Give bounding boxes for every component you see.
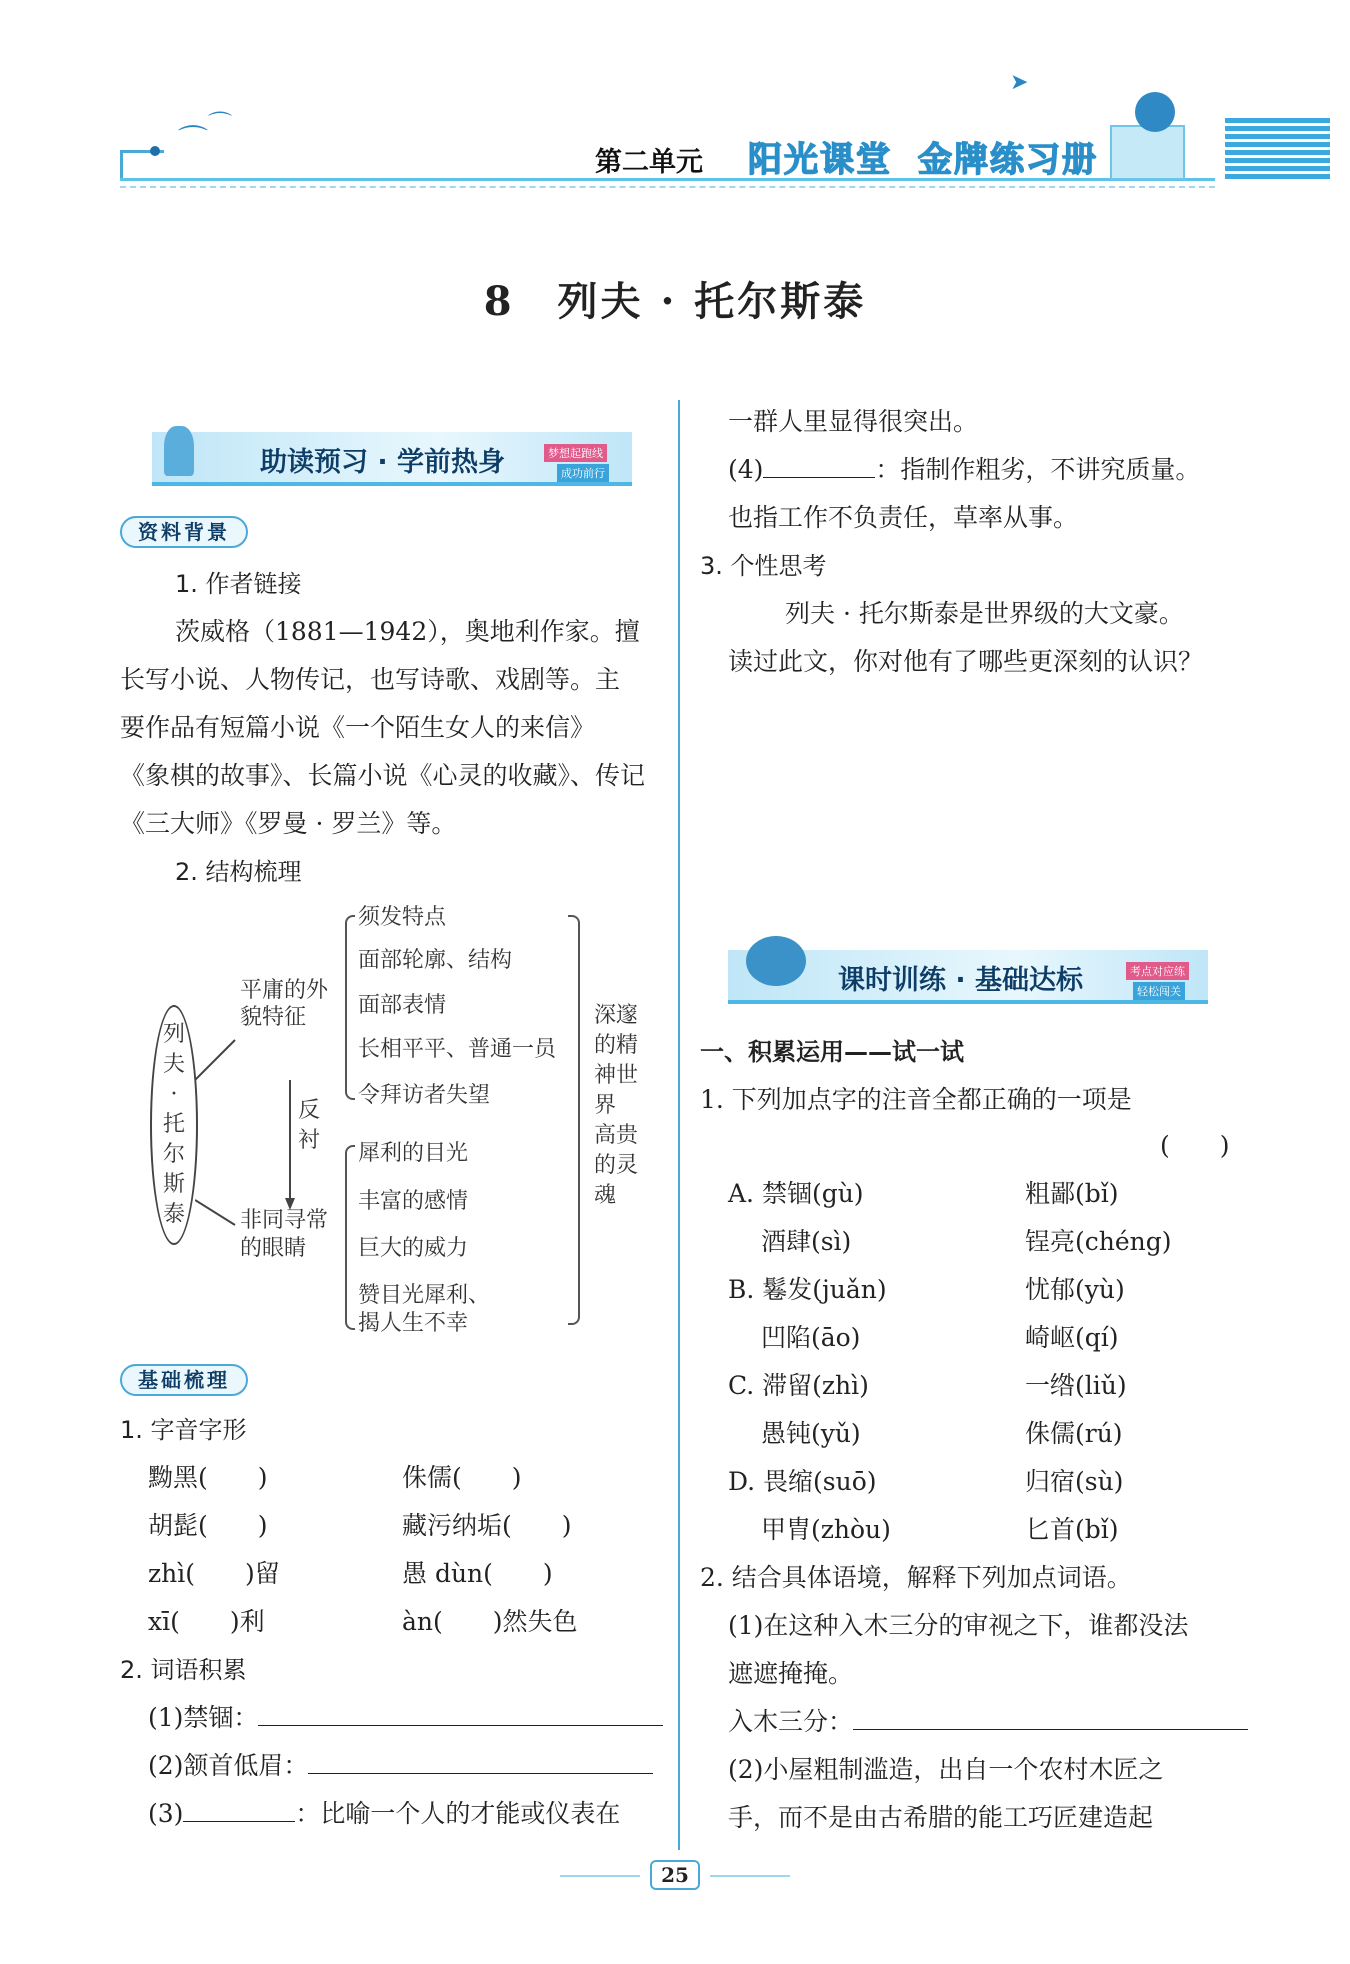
answer-line[interactable]	[853, 1698, 1248, 1730]
author-line: 茨威格（1881—1942），奥地利作家。擅	[175, 617, 640, 646]
q2-item-label: (2)颔首低眉：	[148, 1751, 309, 1780]
q2-heading: 2. 词语积累	[120, 1656, 247, 1684]
diagram-brace-2	[345, 1145, 355, 1330]
diagram-root-char: ·	[170, 1082, 178, 1107]
q1-item: 胡髭( )	[148, 1511, 268, 1540]
diagram-conclusion: 界	[594, 1093, 617, 1118]
diagram-branch-1: 貌特征	[240, 1005, 307, 1030]
column-divider	[678, 400, 680, 1850]
q2-right-label: 入木三分：	[728, 1707, 854, 1736]
mc-option: 粗鄙(bǐ)	[1025, 1179, 1119, 1208]
q2-right-line	[728, 1698, 1248, 1746]
q2-item	[148, 1790, 620, 1838]
diagram-contrast: 衬	[298, 1128, 321, 1153]
banner-training	[728, 950, 1208, 1004]
fountain-icon	[164, 426, 194, 476]
q3-heading: 3. 个性思考	[700, 552, 827, 580]
part1-heading: 一、积累运用——试一试	[700, 1038, 964, 1066]
q2-item	[148, 1742, 653, 1790]
diagram-item: 犀利的目光	[358, 1141, 469, 1166]
header-stripes	[1225, 118, 1330, 182]
structure-heading: 2. 结构梳理	[175, 858, 302, 886]
answer-line[interactable]	[183, 1790, 295, 1822]
diagram-root-char: 斯	[162, 1172, 185, 1197]
header-unit: 第二单元	[595, 147, 703, 178]
q3-line: 读过此文，你对他有了哪些更深刻的认识？	[728, 647, 1204, 676]
bird-icon: ⌒	[208, 110, 232, 138]
q1-item: zhì( )留	[148, 1559, 280, 1588]
header-brand-1: 阳光课堂	[748, 140, 892, 180]
header-dash	[120, 186, 1215, 188]
q3-line: 列夫 · 托尔斯泰是世界级的大文豪。	[785, 599, 1184, 628]
answer-line[interactable]	[763, 446, 875, 478]
tree-icon	[746, 936, 806, 986]
mc-option[interactable]: A. 禁锢(gù)	[728, 1179, 864, 1208]
diagram-root-char: 夫	[162, 1052, 185, 1077]
q1-item: 黝黑( )	[148, 1463, 268, 1492]
diagram-root-char: 泰	[162, 1202, 185, 1227]
author-line: 《象棋的故事》、长篇小说《心灵的收藏》、传记	[120, 761, 646, 790]
diagram-item: 揭人生不幸	[358, 1311, 469, 1336]
answer-line[interactable]	[258, 1694, 663, 1726]
page-line-right	[710, 1875, 790, 1877]
diagram-branch-1: 平庸的外	[240, 978, 329, 1003]
continuation-line	[728, 446, 1200, 494]
diagram-conclusion: 高贵	[594, 1123, 639, 1148]
mc-option: 归宿(sù)	[1025, 1467, 1124, 1496]
mc-option: 一绺(liǔ)	[1025, 1371, 1127, 1400]
q2-right-line: (1)在这种入木三分的审视之下，谁都没法	[728, 1611, 1189, 1640]
banner-preview	[152, 432, 632, 486]
q2-right-heading: 2. 结合具体语境，解释下列加点词语。	[700, 1563, 1132, 1592]
continuation-line: 一群人里显得很突出。	[728, 407, 979, 436]
mc-option: 忧郁(yù)	[1025, 1275, 1125, 1304]
diagram-item: 丰富的感情	[358, 1189, 469, 1214]
q1-item: 藏污纳垢( )	[402, 1511, 572, 1540]
banner-title: 课时训练 · 基础达标	[838, 965, 1084, 996]
q2-item-label: (3)	[148, 1799, 184, 1828]
diagram-conclusion: 魂	[594, 1183, 617, 1208]
q2-item-text: ：比喻一个人的才能或仪表在	[295, 1799, 621, 1828]
mc-option: 凹陷(āo)	[728, 1323, 861, 1352]
diagram-item: 赞目光犀利、	[358, 1283, 491, 1308]
banner-sub-1: 考点对应练	[1126, 962, 1189, 980]
mc-option[interactable]: B. 鬈发(juǎn)	[728, 1275, 887, 1304]
banner-sub-2: 轻松闯关	[1133, 982, 1185, 1000]
page-number: 25	[650, 1860, 700, 1890]
mc-option: 锃亮(chéng)	[1025, 1227, 1172, 1256]
diagram-brace-right	[568, 915, 580, 1325]
paper-plane-icon: ➤	[1010, 70, 1029, 95]
item-label: (4)	[728, 455, 764, 484]
mc-option: 酒肆(sì)	[728, 1227, 852, 1256]
answer-line[interactable]	[308, 1742, 653, 1774]
section-pill-background: 资料背景	[120, 516, 248, 548]
item-text: ：指制作粗劣，不讲究质量。	[875, 455, 1201, 484]
continuation-line: 也指工作不负责任，草率从事。	[728, 503, 1079, 532]
diagram-conclusion: 神世	[594, 1063, 639, 1088]
mc-option[interactable]: C. 滞留(zhì)	[728, 1371, 869, 1400]
diagram-conclusion: 深邃	[594, 1003, 639, 1028]
diagram-branch-2: 非同寻常	[240, 1208, 329, 1233]
answer-paren[interactable]: ( )	[1160, 1131, 1230, 1160]
diagram-item: 须发特点	[358, 905, 447, 930]
diagram-branch-2: 的眼睛	[240, 1236, 307, 1261]
header-brand-2: 金牌练习册	[918, 140, 1098, 180]
header-block-decoration	[1110, 125, 1185, 180]
q2-right-line: 遮遮掩掩。	[728, 1659, 854, 1688]
mc-option: 崎岖(qí)	[1025, 1323, 1119, 1352]
diagram-root-char: 尔	[162, 1142, 185, 1167]
q1-item: 愚 dùn( )	[402, 1559, 553, 1588]
section-pill-basics: 基础梳理	[120, 1364, 248, 1396]
diagram-root-char: 托	[162, 1112, 185, 1137]
q2-item	[148, 1694, 663, 1742]
lesson-title: 8 列夫 · 托尔斯泰	[483, 278, 867, 325]
mc-option: 愚钝(yǔ)	[728, 1419, 861, 1448]
mc-option: 甲胄(zhòu)	[728, 1515, 891, 1544]
q1-heading: 1. 字音字形	[120, 1416, 247, 1444]
mc-option[interactable]: D. 畏缩(suō)	[728, 1467, 877, 1496]
diagram-item: 面部轮廓、结构	[358, 948, 513, 973]
diagram-conclusion: 的精	[594, 1033, 639, 1058]
q2-item-label: (1)禁锢：	[148, 1703, 259, 1732]
author-line: 《三大师》《罗曼 · 罗兰》等。	[120, 809, 457, 838]
diagram-item: 巨大的威力	[358, 1236, 469, 1261]
q1-item: 侏儒( )	[402, 1463, 522, 1492]
author-line: 要作品有短篇小说《一个陌生女人的来信》	[120, 713, 596, 742]
page-line-left	[560, 1875, 640, 1877]
mc-question: 1. 下列加点字的注音全都正确的一项是	[700, 1085, 1132, 1114]
bird-icon: ⌒	[178, 124, 208, 159]
diagram-item: 面部表情	[358, 993, 447, 1018]
header-dot	[150, 146, 160, 156]
author-heading: 1. 作者链接	[175, 570, 302, 598]
diagram-item: 令拜访者失望	[358, 1083, 491, 1108]
q1-item: xī( )利	[148, 1607, 265, 1636]
mc-option: 匕首(bǐ)	[1025, 1515, 1119, 1544]
q2-right-line: (2)小屋粗制滥造，出自一个农村木匠之	[728, 1755, 1164, 1784]
q2-right-line: 手，而不是由古希腊的能工巧匠建造起	[728, 1803, 1154, 1832]
author-line: 长写小说、人物传记，也写诗歌、戏剧等。主	[120, 665, 621, 694]
diagram-contrast: 反	[298, 1098, 321, 1123]
banner-title: 助读预习 · 学前热身	[260, 447, 506, 478]
q1-item: àn( )然失色	[402, 1607, 578, 1636]
diagram-item: 长相平平、普通一员	[358, 1037, 557, 1062]
diagram-brace-1	[345, 915, 355, 1100]
diagram-conclusion: 的灵	[594, 1153, 639, 1178]
mc-option: 侏儒(rú)	[1025, 1419, 1123, 1448]
banner-sub-1: 梦想起跑线	[544, 444, 607, 462]
diagram-root-char: 列	[162, 1022, 185, 1047]
banner-sub-2: 成功前行	[557, 464, 609, 482]
globe-icon	[1135, 92, 1175, 132]
